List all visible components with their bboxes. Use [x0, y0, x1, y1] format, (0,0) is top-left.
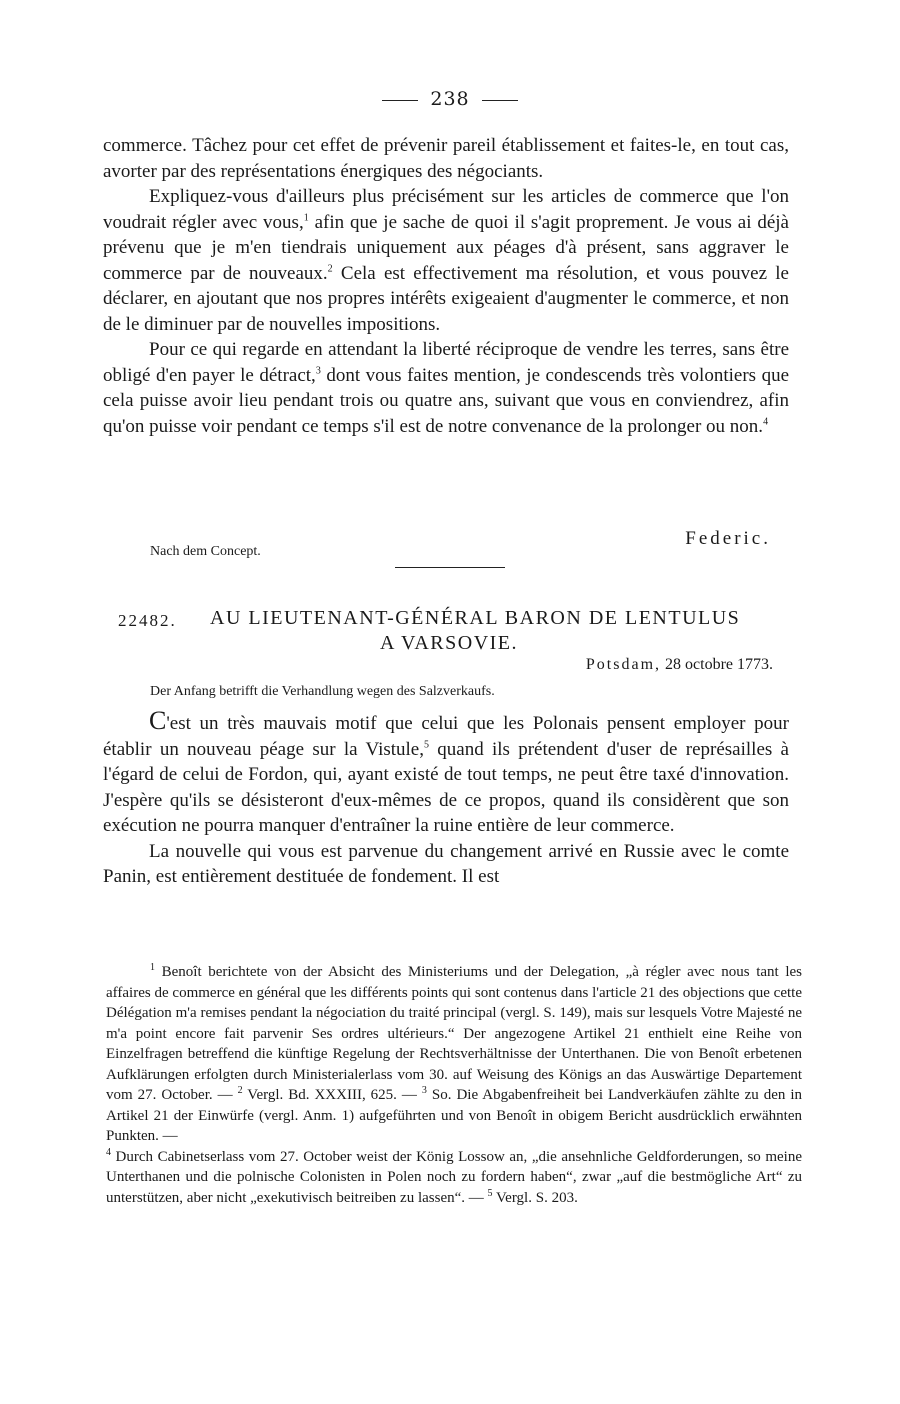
footnote-ref: 2 — [327, 263, 333, 275]
footnote-number: 5 — [487, 1187, 493, 1199]
paragraph: Pour ce qui regarde en attendant la liberté réciproque de vendre les terres, sans être obligé d'en payer le détract,$^3$ dont vous faites mention, je condescends très volontiers que cela puisse avoir lieu pendant trois ou quatre ans, suivant que vous en conviendrez, afin qu'on puisse voir pendant ce temps s'il est de notre convenance de la prolonger ou non.$^4$ — [103, 339, 789, 437]
footnote-block: $^1$ Benoît berichtete von der Absicht des Ministeriums und der Delegation, „à régler avec nous tant les affaires de commerce en général que les différents points qui sont contenus dans l'article 21 des objections que cette Délégation m'a remises pendant la négociation du traité principal (vergl. S. 149), mais sur lesquels Votre Majesté ne m'a point encore fait parvenir Ses ordres ultérieurs.“ Der angezogene Artikel 21 enthielt eine Reihe von Einzelfragen betreffend die künftige Regelung der Rechtsverhältnisse der Unterthanen. Die von Benoît erbetenen Aufklärungen erfolgten durch Ministerialerlass vom 30. auf Weisung des Königs an das Auswärtige Departement vom 27. October. — $^2$ Vergl. Bd. XXXIII, 625. — $^3$ So. Die Abgabenfreiheit bei Landverkäufen zählte zu den in Artikel 21 der Einwürfe (vergl. Anm. 1) aufgeführten und von Benoît in obigem Bericht ausdrücklich erwähnten Punkten. — $^4$ Durch Cabinetserlass vom 27. October weist der König Lossow an, „die ansehnliche Geldforderungen, so meine Unterthanen und die polnische Colonisten in Polen noch zu fordern haben“, zwar „auf die bestmögliche Art“ zu unterstützen, aber nicht „exekutivisch beitreiben zu lassen“. — $^5$ Vergl. S. 203. — [106, 962, 803, 1206]
header-rule-right — [482, 100, 518, 101]
footnote-number: 1 — [150, 962, 155, 973]
paragraph: Expliquez-vous d'ailleurs plus précisément sur les articles de commerce que l'on voudrait régler avec vous,$^1$ afin que je sache de quoi il s'agit proprement. Je vous ai déjà prévenu que je m'en tiendrais uniquement aux péages d'à présent, sans aggraver le commerce par de nouveaux.$^2$ Cela est effectivement ma résolution, et vous pouvez le déclarer, en ajoutant que nos propres intérêts exigeaient d'augmenter le commerce, et non de le diminuer par de nouvelles impositions. — [103, 186, 789, 335]
letter-summary: Der Anfang betrifft die Verhandlung wegen des Salzverkaufs. — [150, 684, 495, 699]
letter-date: 28 octobre 1773. — [661, 656, 773, 673]
concept-note: Nach dem Concept. — [150, 544, 261, 559]
drop-cap: C — [149, 706, 167, 735]
page-number: 238 — [430, 88, 470, 110]
section-separator — [395, 567, 505, 568]
letter-text — [103, 708, 789, 890]
letter-title: AU LIEUTENANT-GÉNÉRAL BARON DE LENTULUS — [210, 607, 741, 629]
letter-title-continued: A VARSOVIE. — [380, 632, 519, 654]
footnote-ref: 3 — [315, 365, 321, 377]
page-header — [0, 88, 900, 110]
footnote-number: 3 — [421, 1085, 427, 1096]
footnote-number: 2 — [237, 1085, 243, 1096]
letter-place: Potsdam, — [585, 656, 662, 673]
letter-number: 22482. — [118, 611, 177, 630]
footnote-ref: 1 — [303, 212, 309, 224]
header-rule-left — [382, 100, 418, 101]
footnote-ref: 4 — [763, 416, 769, 428]
footnotes — [106, 962, 802, 1208]
signature-block — [103, 528, 789, 568]
place-date — [586, 656, 773, 674]
paragraph: La nouvelle qui vous est parvenue du changement arrivé en Russie avec le comte Panin, est entièrement destituée de fondement. Il est — [103, 840, 789, 887]
signature: Federic. — [685, 528, 771, 549]
paragraph: C'est un très mauvais motif que celui que les Polonais pensent employer pour établir un nouveau péage sur la Vistule,$^5$ quand ils prétendent d'user de représailles à l'égard de celui de Fordon, qui, ayant existé de tout temps, ne peut être taxé d'innovation. J'espère qu'ils se désisteront d'eux-mêmes de ce propos, quand ils considèrent que son exécution ne pourra manquer d'entraîner la ruine entière de leur commerce. — [103, 706, 789, 836]
paragraph: commerce. Tâchez pour cet effet de prévenir pareil établissement et faites-le, en tout cas, avorter par des représentations énergiques des négociants. — [103, 135, 789, 182]
footnote-ref: 5 — [423, 739, 429, 751]
continuation-text — [103, 133, 789, 439]
footnote-number: 4 — [106, 1146, 111, 1158]
